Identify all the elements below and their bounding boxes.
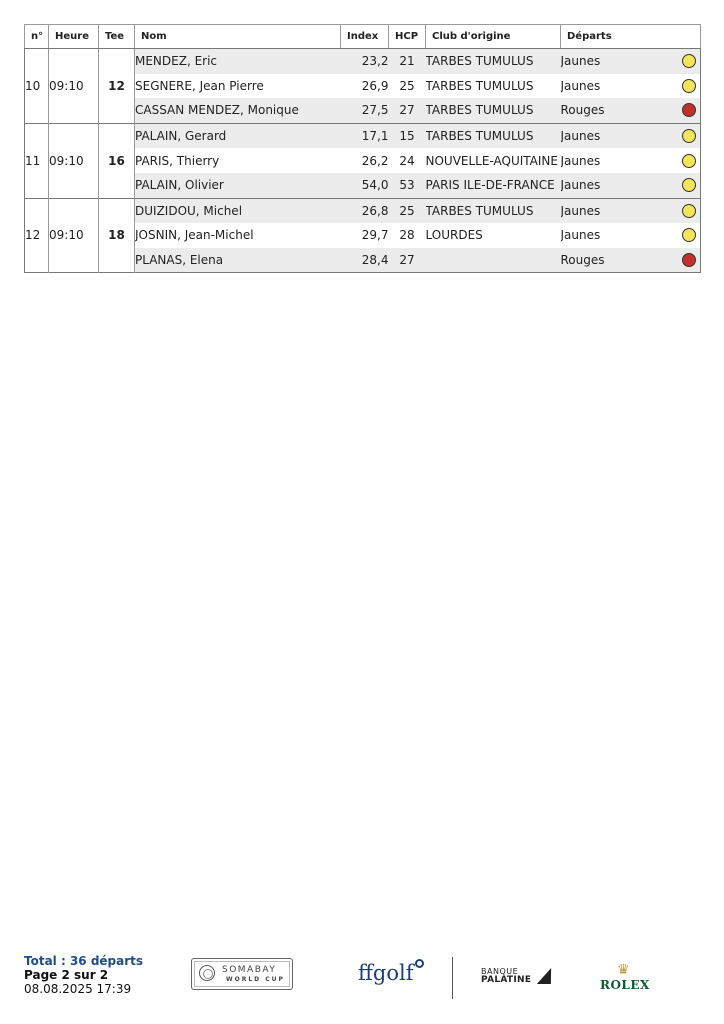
player-hcp: 27 [389, 98, 426, 123]
print-date: 08.08.2025 17:39 [24, 982, 132, 996]
tee-color-dot-icon [682, 204, 696, 218]
player-club: PARIS ILE-DE-FRANCE [426, 173, 561, 198]
rolex-logo: ROLEX [600, 978, 650, 992]
rolex-crown-icon: ♛ [617, 962, 630, 978]
table-header [25, 25, 701, 49]
player-index: 26,2 [361, 153, 389, 168]
banque-palatine-logo: BANQUE PALATINE [481, 968, 531, 984]
player-departure: Jaunes [561, 198, 701, 223]
player-name: PALAIN, Gerard [135, 123, 341, 148]
player-departure: Jaunes [561, 223, 701, 248]
header-hcp: HCP [389, 25, 426, 49]
player-index: 23,2 [341, 49, 389, 74]
player-hcp: 25 [389, 198, 426, 223]
logo-divider [452, 957, 453, 999]
player-hcp: 53 [389, 173, 426, 198]
player-club: TARBES TUMULUS [425, 78, 534, 93]
player-name: PARIS, Thierry [135, 153, 220, 168]
somabay-world-cup-logo: SOMABAY WORLD CUP [191, 958, 293, 990]
total-departures: Total : 36 départs [24, 954, 144, 968]
ffgolf-logo: ffgolf [358, 961, 414, 985]
header-num: n° [25, 25, 49, 49]
player-club: TARBES TUMULUS [426, 98, 561, 123]
table-row [25, 49, 701, 74]
player-index: 29,7 [361, 228, 389, 243]
header-tee: Tee [99, 25, 135, 49]
player-name: DUIZIDOU, Michel [135, 198, 341, 223]
player-index: 26,9 [361, 78, 389, 93]
start-time: 09:10 [49, 198, 99, 273]
header-departs: Départs [561, 25, 701, 49]
table-row [25, 123, 701, 148]
tee-color-dot-icon [682, 54, 696, 68]
player-hcp: 27 [389, 248, 426, 273]
tee-color-dot-icon [682, 154, 696, 168]
player-club: TARBES TUMULUS [426, 123, 561, 148]
tee-color-dot-icon [682, 103, 696, 117]
player-club: NOUVELLE-AQUITAINE [425, 153, 558, 168]
header-index: Index [341, 25, 389, 49]
player-club: LOURDES [425, 228, 483, 243]
player-index: 54,0 [341, 173, 389, 198]
player-index: 27,5 [341, 98, 389, 123]
player-index: 28,4 [341, 248, 389, 273]
start-time: 09:10 [49, 49, 99, 124]
player-club [426, 248, 561, 273]
group-number: 11 [25, 123, 49, 198]
player-departure: Jaunes [561, 49, 701, 74]
table-row [25, 198, 701, 223]
player-departure: Jaunes [561, 148, 701, 173]
player-name: SEGNERE, Jean Pierre [135, 78, 264, 93]
player-hcp: 28 [399, 228, 415, 243]
player-index: 26,8 [341, 198, 389, 223]
ffgolf-dot-icon [415, 959, 424, 968]
player-name: MENDEZ, Eric [135, 49, 341, 74]
header-club: Club d'origine [426, 25, 561, 49]
tee-color-dot-icon [682, 79, 696, 93]
tee-color-dot-icon [682, 129, 696, 143]
page-number: Page 2 sur 2 [24, 968, 109, 982]
player-departure: Rouges [561, 248, 701, 273]
player-name: CASSAN MENDEZ, Monique [135, 98, 341, 123]
footer-summary [24, 954, 143, 996]
player-name: JOSNIN, Jean-Michel [135, 228, 254, 243]
player-departure: Rouges [561, 98, 701, 123]
player-departure: Jaunes [561, 74, 701, 99]
player-departure: Jaunes [561, 173, 701, 198]
player-club: TARBES TUMULUS [426, 198, 561, 223]
tee-number: 16 [99, 123, 135, 198]
player-name: PALAIN, Olivier [135, 173, 341, 198]
tee-number: 18 [99, 198, 135, 273]
player-hcp: 25 [399, 78, 415, 93]
header-nom: Nom [135, 25, 341, 49]
tee-color-dot-icon [682, 228, 696, 242]
player-departure: Jaunes [561, 123, 701, 148]
tee-times-table [24, 24, 701, 273]
player-hcp: 24 [399, 153, 415, 168]
header-heure: Heure [49, 25, 99, 49]
player-name: PLANAS, Elena [135, 248, 341, 273]
palatine-flag-icon [537, 968, 555, 984]
start-time: 09:10 [49, 123, 99, 198]
player-hcp: 21 [389, 49, 426, 74]
tee-color-dot-icon [682, 178, 696, 192]
group-number: 10 [25, 49, 49, 124]
player-club: TARBES TUMULUS [426, 49, 561, 74]
tee-color-dot-icon [682, 253, 696, 267]
player-hcp: 15 [389, 123, 426, 148]
tee-number: 12 [99, 49, 135, 124]
globe-icon [199, 965, 215, 981]
player-index: 17,1 [341, 123, 389, 148]
group-number: 12 [25, 198, 49, 273]
